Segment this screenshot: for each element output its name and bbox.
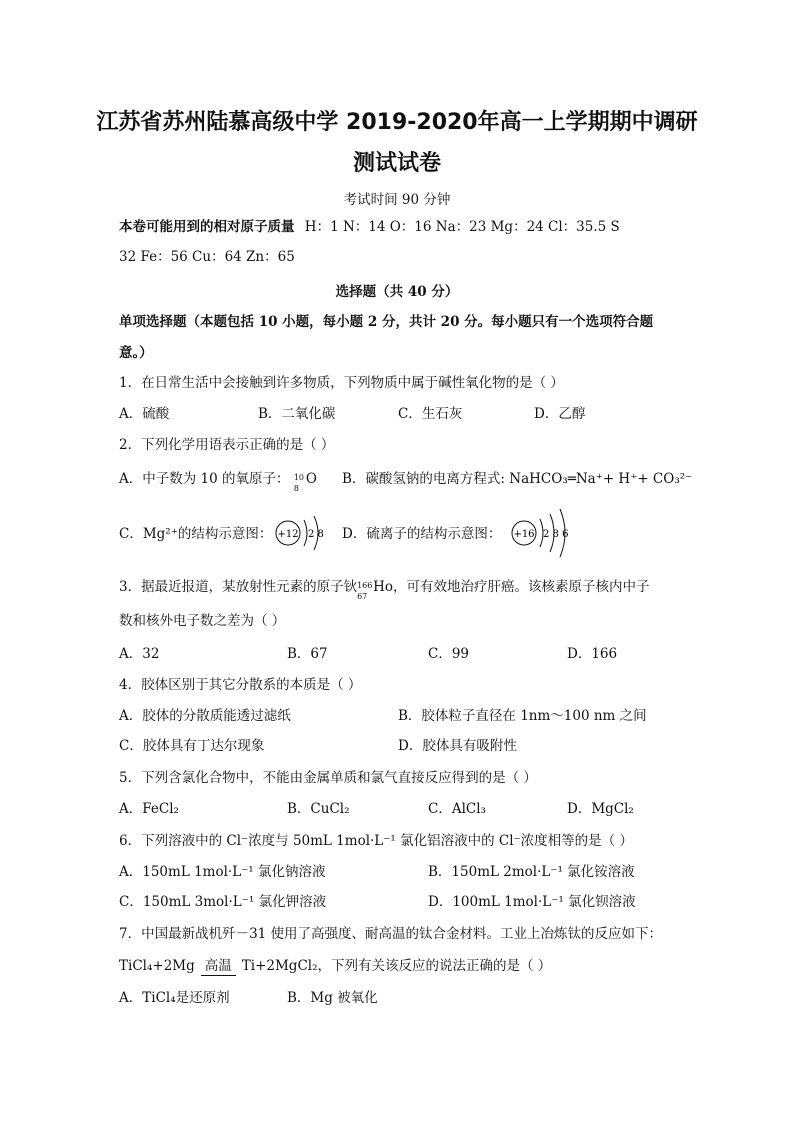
section-instruction-cont: 意。）: [119, 345, 153, 361]
q3-option-c: C．99: [428, 646, 470, 662]
atomic-number: 67: [357, 591, 368, 601]
q4-option-d: D．胶体具有吸附性: [398, 738, 517, 754]
equation-products: Ti+2MgCl₂，下列有关该反应的说法正确的是（ ）: [241, 958, 552, 974]
q2-option-c: [119, 525, 272, 543]
element-symbol: Ho: [373, 579, 393, 595]
q2-option-b: B．碳酸氢钠的电离方程式: NaHCO₃═Na⁺+ H⁺+ CO₃²⁻: [342, 471, 693, 487]
q6-option-d: D．100mL 1mol·L⁻¹ 氯化钡溶液: [428, 894, 636, 910]
element-symbol: O: [305, 471, 317, 487]
q3-option-a: A．32: [119, 646, 160, 662]
nucleus-charge: +16: [513, 529, 535, 540]
q1-stem: 1．在日常生活中会接触到许多物质，下列物质中属于碱性氧化物的是（ ）: [119, 375, 564, 391]
q4-option-a: A．胶体的分散质能透过滤纸: [119, 708, 291, 724]
mass-number: 166: [357, 580, 373, 590]
q2-option-c-text: C．Mg²⁺的结构示意图：: [119, 526, 273, 542]
q3-option-d: D．166: [567, 646, 618, 662]
q1-option-c: C．生石灰: [398, 406, 463, 422]
page-title-line2: 测试试卷: [352, 151, 441, 176]
q3-stem-line2: 数和核外电子数之差为（ ）: [119, 613, 286, 629]
q7-stem: 7．中国最新战机歼－31 使用了高强度、耐高温的钛合金材料。工业上冶炼钛的反应如下：: [119, 926, 663, 942]
electron-shell-arc: [304, 520, 307, 546]
q4-option-c: C．胶体具有丁达尔现象: [119, 738, 265, 754]
q7-equation-line: [119, 957, 551, 976]
q3-stem-text-cont: ，可有效地治疗肝癌。该核素原子核内中子: [393, 579, 650, 595]
q5-option-a: A．FeCl₂: [119, 801, 179, 817]
q5-option-d: D．MgCl₂: [567, 801, 634, 817]
isotope-notation: [357, 579, 373, 601]
q3-stem: [119, 578, 650, 601]
mg-ion-structure-diagram: [272, 510, 332, 556]
q2-option-a-text: A．中子数为 10 的氧原子：: [119, 471, 290, 487]
shell-electrons: 2 8 6: [543, 529, 569, 540]
q3-option-b: B．67: [287, 646, 328, 662]
q7-option-b: B．Mg 被氧化: [287, 990, 378, 1006]
q1-option-d: D．乙醇: [534, 406, 586, 422]
atomic-mass-line1: [119, 218, 620, 236]
q6-option-b: B．150mL 2mol·L⁻¹ 氯化铵溶液: [428, 864, 635, 880]
reaction-condition: 高温: [201, 957, 236, 976]
q5-option-b: B．CuCl₂: [287, 801, 350, 817]
q7-option-a: A．TiCl₄是还原剂: [119, 990, 230, 1006]
isotope-notation: [293, 471, 306, 493]
q1-option-b: B．二氧化碳: [258, 406, 336, 422]
q3-stem-text: 3．据最近报道，某放射性元素的原子钬: [119, 579, 358, 595]
atomic-number: 8: [293, 483, 299, 493]
q2-option-d-text: D．硫离子的结构示意图：: [342, 526, 502, 542]
shell-electrons: 2 8: [308, 529, 324, 540]
q1-option-a: A．硫酸: [119, 406, 170, 422]
q5-stem: 5．下列含氯化合物中，不能由金属单质和氯气直接反应得到的是（ ）: [119, 770, 537, 786]
q6-option-a: A．150mL 1mol·L⁻¹ 氯化钠溶液: [119, 864, 326, 880]
q6-stem: 6．下列溶液中的 Cl⁻浓度与 50mL 1mol·L⁻¹ 氯化铝溶液中的 Cl⁻浓度相等的是（ ）: [119, 833, 633, 849]
q4-option-b: B．胶体粒子直径在 1nm～100 nm 之间: [398, 708, 647, 724]
section-instruction: 单项选择题（本题包括 10 小题，每小题 2 分，共计 20 分。每小题只有一个选项符合题: [119, 314, 654, 330]
q2-stem: 2．下列化学用语表示正确的是（ ）: [119, 437, 335, 453]
mass-number: 10: [293, 472, 304, 482]
q4-stem: 4．胶体区别于其它分散系的本质是（ ）: [119, 677, 362, 693]
sulfide-ion-structure-diagram: [508, 505, 578, 561]
exam-time: 考试时间 90 分钟: [343, 192, 451, 208]
nucleus-charge: +12: [277, 529, 299, 540]
page-title: 江苏省苏州陆慕高级中学 2019-2020年高一上学期期中调研: [96, 110, 698, 135]
q6-option-c: C．150mL 3mol·L⁻¹ 氯化钾溶液: [119, 894, 327, 910]
atomic-mass-line2: 32 Fe：56 Cu：64 Zn：65: [119, 249, 295, 265]
q2-option-d: [342, 525, 501, 543]
atomic-mass-values: H：1 N：14 O：16 Na：23 Mg：24 Cl：35.5 S: [304, 219, 620, 235]
section-heading: 选择题（共 40 分）: [335, 284, 459, 300]
equation-reactants: TiCl₄+2Mg: [119, 958, 195, 974]
q5-option-c: C．AlCl₃: [428, 801, 486, 817]
q2-option-a: [119, 470, 317, 493]
atomic-mass-label: 本卷可能用到的相对原子质量: [119, 219, 295, 235]
